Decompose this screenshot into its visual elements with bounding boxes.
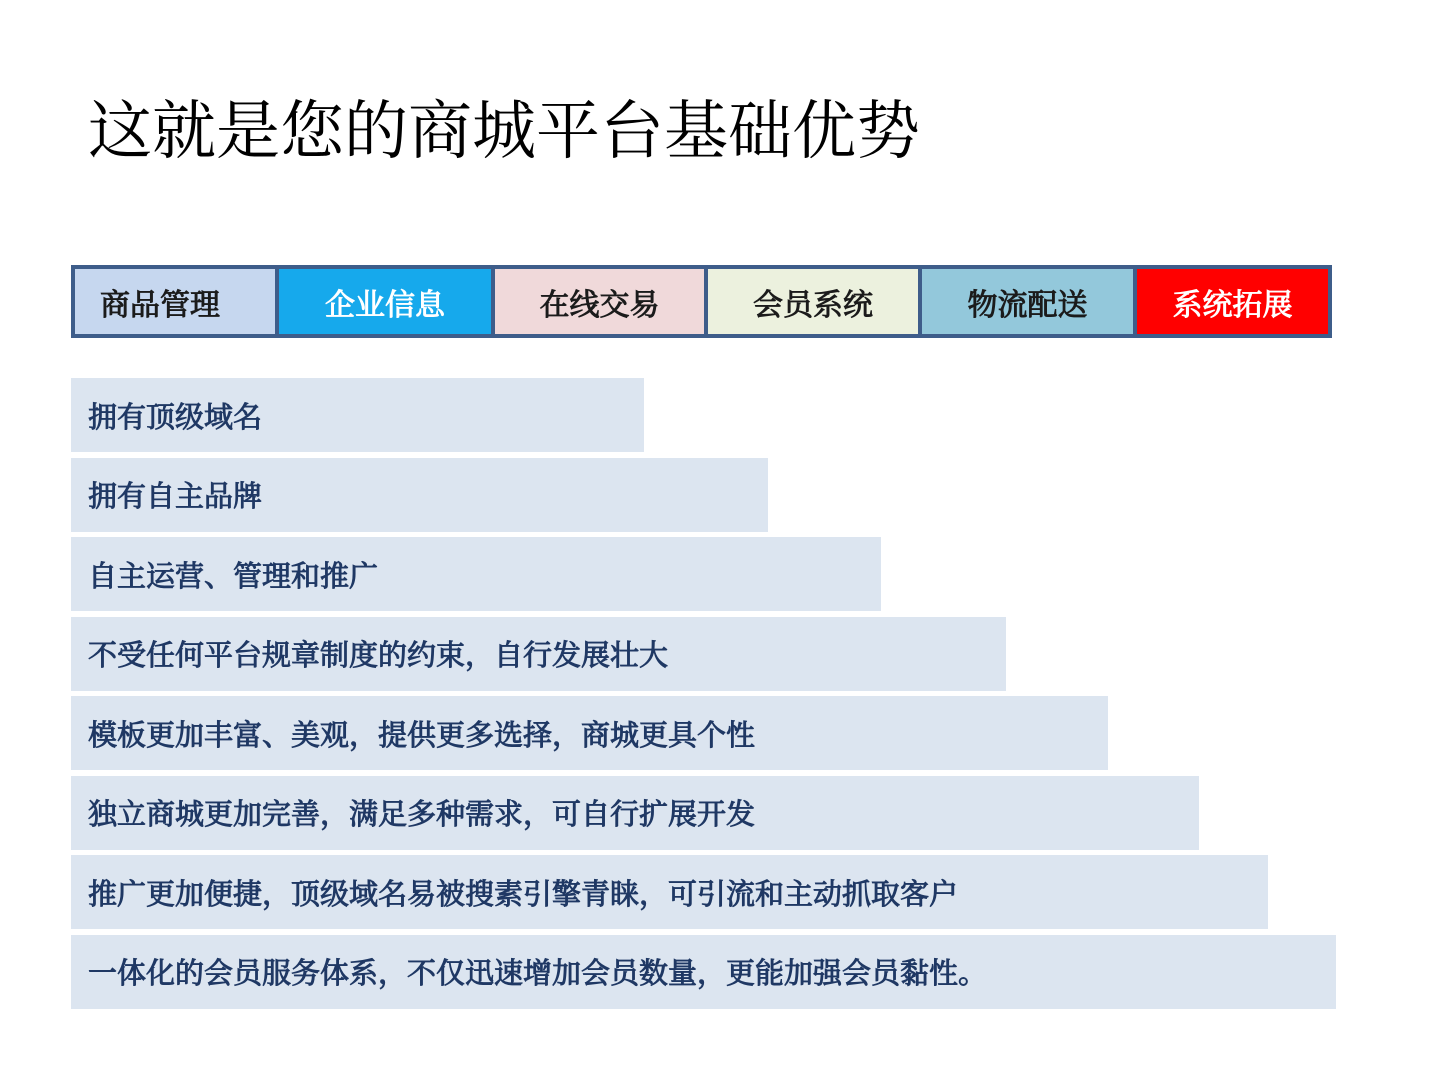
page-title: 这就是您的商城平台基础优势 (88, 95, 920, 169)
tab-product-management[interactable] (71, 265, 279, 338)
feature-item: 一体化的会员服务体系，不仅迅速增加会员数量，更能加强会员黏性。 (71, 935, 1336, 1009)
feature-item: 模板更加丰富、美观，提供更多选择，商城更具个性 (71, 696, 1108, 770)
tab-member-system[interactable] (704, 265, 922, 338)
feature-list (71, 378, 1336, 1014)
feature-item: 推广更加便捷，顶级域名易被搜素引擎青睐，可引流和主动抓取客户 (71, 855, 1268, 929)
tab-company-info[interactable] (275, 265, 495, 338)
tab-label: 商品管理 (100, 287, 220, 323)
tab-logistics[interactable] (918, 265, 1137, 338)
tab-label: 在线交易 (539, 287, 660, 323)
tab-label: 企业信息 (325, 287, 445, 323)
feature-item: 不受任何平台规章制度的约束，自行发展壮大 (71, 617, 1006, 691)
tab-label: 会员系统 (753, 287, 873, 323)
tab-label: 物流配送 (967, 287, 1088, 323)
tab-system-extension[interactable] (1133, 265, 1332, 338)
tab-label: 系统拓展 (1172, 287, 1293, 323)
feature-item: 独立商城更加完善，满足多种需求，可自行扩展开发 (71, 776, 1199, 850)
module-tab-bar (71, 265, 1336, 338)
feature-item: 拥有顶级域名 (71, 378, 644, 452)
tab-online-trading[interactable] (491, 265, 708, 338)
feature-item: 拥有自主品牌 (71, 458, 768, 532)
feature-item: 自主运营、管理和推广 (71, 537, 881, 611)
